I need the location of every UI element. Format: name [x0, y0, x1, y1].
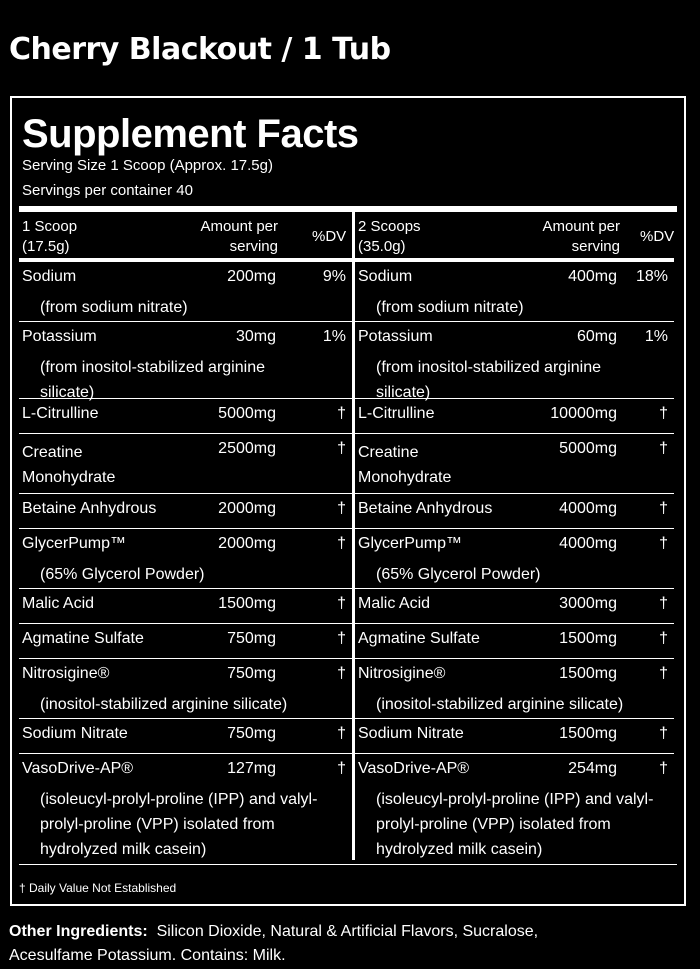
amount-per-line: Amount per — [542, 218, 620, 235]
ingredient-daily-value: † — [659, 440, 668, 457]
daily-value-label: %DV — [312, 228, 347, 245]
ingredient-amount: 1500mg — [559, 665, 617, 682]
ingredient-amount: 400mg — [568, 268, 617, 285]
ingredient-name-line: Creatine — [22, 444, 83, 461]
ingredient-amount: 5000mg — [559, 440, 617, 457]
ingredient-row — [355, 754, 674, 867]
ingredient-source-line: (65% Glycerol Powder) — [376, 566, 541, 583]
ingredient-source-line: (from inositol-stabilized arginine — [40, 359, 265, 376]
ingredient-name: Agmatine Sulfate — [22, 630, 144, 647]
ingredient-row — [355, 322, 674, 399]
ingredient-source-line: hydrolyzed milk casein) — [376, 841, 543, 858]
ingredient-name: L-Citrulline — [22, 405, 99, 422]
ingredient-source-line: prolyl-proline (VPP) isolated from — [40, 816, 275, 833]
servings-per-container: Servings per container 40 — [22, 182, 193, 199]
ingredient-daily-value: 1% — [644, 328, 668, 345]
ingredient-name: Sodium — [358, 268, 413, 285]
ingredient-name: Nitrosigine® — [358, 665, 446, 682]
ingredient-amount: 60mg — [576, 328, 617, 345]
ingredient-amount: 750mg — [227, 665, 276, 682]
ingredient-name: Agmatine Sulfate — [358, 630, 480, 647]
ingredient-source-line: (from inositol-stabilized arginine — [376, 359, 601, 376]
ingredient-name: Nitrosigine® — [22, 665, 110, 682]
ingredient-daily-value: † — [659, 500, 668, 517]
ingredient-row — [19, 659, 352, 719]
ingredient-row — [355, 262, 674, 322]
ingredient-source-line: silicate) — [40, 384, 95, 401]
ingredient-source — [376, 355, 601, 405]
supplement-facts-panel — [10, 96, 686, 906]
ingredient-row — [355, 589, 674, 624]
ingredient-source-line: (from sodium nitrate) — [376, 299, 524, 316]
ingredient-source-line: (isoleucyl-prolyl-proline (IPP) and valyl- — [40, 791, 318, 808]
ingredient-row — [355, 624, 674, 659]
ingredient-name: Sodium Nitrate — [358, 725, 464, 742]
ingredient-amount: 127mg — [227, 760, 276, 777]
ingredient-daily-value: 18% — [635, 268, 668, 285]
ingredient-name: Betaine Anhydrous — [358, 500, 493, 517]
ingredient-name — [358, 440, 451, 490]
one-scoop-column — [19, 212, 352, 860]
ingredient-daily-value: † — [659, 630, 668, 647]
serving-label — [22, 217, 77, 257]
ingredient-row — [19, 719, 352, 754]
ingredient-row — [19, 529, 352, 589]
ingredient-daily-value: † — [659, 535, 668, 552]
ingredient-row — [19, 322, 352, 399]
serving-label-line: 1 Scoop — [22, 218, 78, 235]
ingredient-name: Malic Acid — [22, 595, 95, 612]
amount-per-line: Amount per — [200, 218, 278, 235]
ingredient-name: VasoDrive-AP® — [358, 760, 470, 777]
ingredient-daily-value: † — [337, 405, 346, 422]
ingredient-source — [376, 692, 623, 717]
ingredient-amount: 1500mg — [559, 630, 617, 647]
ingredient-daily-value: 9% — [322, 268, 346, 285]
ingredient-amount: 200mg — [227, 268, 276, 285]
ingredient-row — [19, 494, 352, 529]
column-header — [355, 212, 674, 258]
ingredient-amount: 3000mg — [559, 595, 617, 612]
ingredient-source-line: (65% Glycerol Powder) — [40, 566, 205, 583]
ingredient-daily-value: † — [337, 630, 346, 647]
ingredient-name: GlycerPump™ — [358, 535, 463, 552]
ingredient-row — [355, 529, 674, 589]
ingredient-daily-value: † — [659, 725, 668, 742]
ingredient-source — [40, 562, 205, 587]
ingredient-name: Sodium Nitrate — [22, 725, 128, 742]
ingredient-amount: 10000mg — [550, 405, 617, 422]
ingredient-amount: 1500mg — [218, 595, 276, 612]
ingredient-name — [22, 440, 115, 490]
other-ingredients-line2: Acesulfame Potassium. Contains: Milk. — [9, 947, 286, 964]
serving-line: serving — [571, 238, 620, 255]
ingredient-row — [19, 624, 352, 659]
ingredient-daily-value: † — [337, 595, 346, 612]
other-ingredients-label: Other Ingredients: — [9, 923, 148, 940]
ingredient-source — [376, 787, 653, 862]
ingredient-amount: 254mg — [568, 760, 617, 777]
ingredient-source — [376, 295, 524, 320]
ingredient-name-line: Creatine — [358, 444, 419, 461]
ingredient-amount: 2000mg — [218, 535, 276, 552]
ingredient-name-line: Monohydrate — [22, 469, 116, 486]
ingredient-name: L-Citrulline — [358, 405, 435, 422]
ingredient-name: Potassium — [358, 328, 433, 345]
ingredient-name: GlycerPump™ — [22, 535, 127, 552]
ingredient-source — [40, 787, 317, 862]
ingredient-source-line: (from sodium nitrate) — [40, 299, 188, 316]
ingredient-amount: 30mg — [235, 328, 276, 345]
ingredient-row — [19, 262, 352, 322]
ingredient-row — [355, 434, 674, 494]
ingredient-daily-value: † — [337, 440, 346, 457]
ingredient-row — [19, 399, 352, 434]
ingredient-row — [355, 399, 674, 434]
serving-weight-line: (35.0g) — [358, 238, 406, 255]
ingredient-row — [355, 719, 674, 754]
serving-size: Serving Size 1 Scoop (Approx. 17.5g) — [22, 157, 273, 174]
ingredient-amount: 1500mg — [559, 725, 617, 742]
ingredient-amount: 4000mg — [559, 500, 617, 517]
ingredient-daily-value: † — [337, 725, 346, 742]
serving-label — [358, 217, 421, 257]
ingredient-amount: 4000mg — [559, 535, 617, 552]
ingredient-amount: 750mg — [227, 630, 276, 647]
ingredient-row — [19, 589, 352, 624]
ingredient-source-line: prolyl-proline (VPP) isolated from — [376, 816, 611, 833]
ingredient-source — [40, 295, 188, 320]
serving-label-line: 2 Scoops — [358, 218, 421, 235]
ingredient-daily-value: † — [659, 405, 668, 422]
ingredient-source-line: (inositol-stabilized arginine silicate) — [376, 696, 624, 713]
ingredient-row — [355, 494, 674, 529]
serving-line: serving — [229, 238, 278, 255]
ingredient-source — [40, 692, 287, 717]
ingredient-daily-value: † — [659, 665, 668, 682]
ingredient-row — [19, 434, 352, 494]
two-scoop-column — [355, 212, 674, 860]
ingredient-source-line: (inositol-stabilized arginine silicate) — [40, 696, 288, 713]
serving-weight-line: (17.5g) — [22, 238, 70, 255]
ingredient-amount: 5000mg — [218, 405, 276, 422]
ingredient-source-line: hydrolyzed milk casein) — [40, 841, 207, 858]
ingredient-daily-value: † — [337, 500, 346, 517]
ingredient-row — [355, 659, 674, 719]
amount-per-serving-label — [542, 217, 620, 257]
ingredient-source — [40, 355, 265, 405]
ingredient-daily-value: † — [659, 760, 668, 777]
other-ingredients-line1: Silicon Dioxide, Natural & Artificial Flavors, Sucralose, — [156, 923, 539, 940]
ingredient-amount: 750mg — [227, 725, 276, 742]
ingredient-daily-value: † — [337, 760, 346, 777]
ingredient-name: Malic Acid — [358, 595, 431, 612]
ingredient-source-line: silicate) — [376, 384, 431, 401]
supplement-facts-title: Supplement Facts — [22, 112, 359, 156]
ingredient-name: Potassium — [22, 328, 97, 345]
ingredient-source-line: (isoleucyl-prolyl-proline (IPP) and valyl- — [376, 791, 654, 808]
ingredient-row — [19, 754, 352, 867]
ingredient-daily-value: 1% — [322, 328, 346, 345]
ingredient-daily-value: † — [337, 535, 346, 552]
ingredient-name: Sodium — [22, 268, 77, 285]
ingredient-name-line: Monohydrate — [358, 469, 452, 486]
footnote: † Daily Value Not Established — [19, 864, 677, 895]
other-ingredients — [9, 920, 538, 968]
ingredient-daily-value: † — [337, 665, 346, 682]
ingredient-name: VasoDrive-AP® — [22, 760, 134, 777]
ingredient-amount: 2500mg — [218, 440, 276, 457]
ingredient-amount: 2000mg — [218, 500, 276, 517]
ingredient-source — [376, 562, 541, 587]
ingredient-daily-value: † — [659, 595, 668, 612]
column-header — [19, 212, 352, 258]
daily-value-label: %DV — [640, 228, 675, 245]
amount-per-serving-label — [200, 217, 278, 257]
ingredient-name: Betaine Anhydrous — [22, 500, 157, 517]
product-title: Cherry Blackout / 1 Tub — [9, 32, 391, 67]
